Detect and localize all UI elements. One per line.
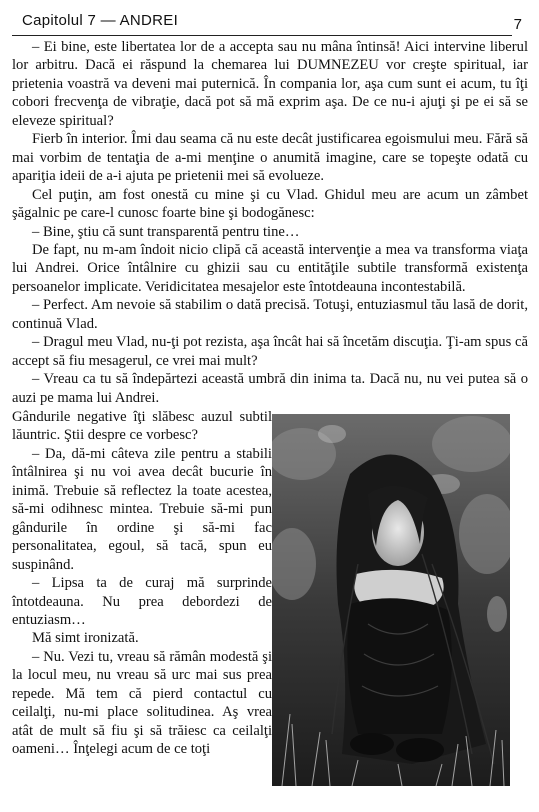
paragraph: – Vreau ca tu să îndepărtezi această umbră din inima ta. Dacă nu, nu vei putea să o auzi pe mama lui Andrei. <box>12 371 528 406</box>
paragraph: – Da, dă-mi câteva zile pentru a stabili întâlnirea şi nu voi avea decât bucurie în inimă. Trebuie să reflectez la toate acestea, să-mi odihnesc mintea. Trebuie să-mi pun gândurile în ordine şi să-mi fac personalitatea, egoul, să tacă, spun eu suspinând. <box>12 445 272 573</box>
paragraph: Cel puţin, am fost onestă cu mine şi cu Vlad. Ghidul meu are acum un zâmbet şăgalnic pe care-l cunosc foarte bine şi bodogănesc: <box>12 186 528 222</box>
paragraph: – Dragul meu Vlad, nu-ţi pot rezista, aşa încât hai să încetăm discuţia. Ţi-am spus că accept să fiu mesagerul, ce vrei mai mult? <box>12 334 528 369</box>
paragraph: – Bine, ştiu că sunt transparentă pentru tine… <box>32 223 300 240</box>
paragraph: – Nu. Vezi tu, vreau să rămân modestă şi la locul meu, nu vreau să urc mai sus prea repede. Mă tem că pierd contactul cu ceilalţi, nu-mi place solitudinea. Aş vrea atât de mult să fiu şi să trăiesc ca ceilalţi oameni… Înţelegi acum de ce toţi <box>12 648 272 758</box>
paragraph: – Lipsa ta de curaj mă surprinde întotdeauna. Nu prea debordezi de entuziasm… <box>12 575 272 628</box>
body-text-column <box>12 408 272 759</box>
paragraph: Mă simt ironizată. <box>32 630 139 647</box>
paragraph: De fapt, nu m-am îndoit nicio clipă că această intervenţie a mea va transforma viaţa lui Andrei. Orice întâlnire cu ghizii sau cu entităţile subtile transformă existenţa persoanelor implicate. Veridicitatea mesajelor este întotdeauna incontestabilă. <box>12 241 528 295</box>
paragraph: – Perfect. Am nevoie să stabilim o dată precisă. Totuşi, entuziasmul tău lasă de dorit, continuă Vlad. <box>12 297 528 332</box>
paragraph: Gândurile negative îţi slăbesc auzul subtil lăuntric. Ştii despre ce vorbesc? <box>12 409 272 444</box>
header-rule <box>12 35 512 36</box>
photo-girl-in-grass <box>272 414 510 786</box>
paragraph: – Ei bine, este libertatea lor de a accepta sau nu mâna întinsă! Aici intervine liberul lor arbitru. Dacă ei răspund la chemarea lui DUMNEZEU vor creşte spiritual, iar prietenia voastră va deveni mai puternică. În compania lor, aşa cum sunt ei acum, tu îţi cobori frecvenţa de vibraţie, dacă pot să mă exprim aşa. De ce nu-i ajuţi şi pe ei să se eleveze spiritual? <box>12 39 528 129</box>
page-number: 7 <box>513 16 522 33</box>
paragraph: Fierb în interior. Îmi dau seama că nu este decât justificarea egoismului meu. Fără să mai vorbim de tentaţia de a-mi menţine o anumită imagine, care se topeşte odată cu apariţia ideii de a-i ajuta pe prietenii mei să evolueze. <box>12 131 528 185</box>
body-text <box>12 38 528 407</box>
page-header <box>12 10 526 32</box>
chapter-title: Capitolul 7 — ANDREI <box>22 12 179 29</box>
